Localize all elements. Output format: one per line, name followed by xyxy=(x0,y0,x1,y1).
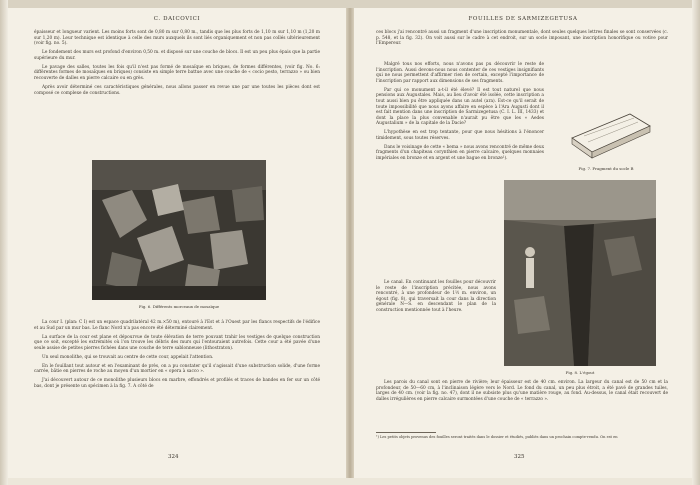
figure-7-caption: Fig. 7. Fragment du socle B xyxy=(578,166,634,171)
socle-drawing-image xyxy=(554,104,658,164)
right-text-bottom xyxy=(376,380,668,406)
left-text-top xyxy=(34,30,320,100)
paragraph: En le fouillant tout autour et en l'examinant de près, on a pu constater qu'il s'agissait d'une substruction solide, d'une forme carrée, bâtie en pierres de roche au moyen d'un mortier en « opera à sacco ». xyxy=(34,363,320,375)
mosaic-photo xyxy=(92,160,266,300)
right-text-narrow xyxy=(376,62,544,165)
socle-fragment-drawing xyxy=(554,104,658,164)
paragraph: épaisseur et longueur varient. Les moins forts sont de 0,80 m sur 0,80 m., tandis que les plus forts de 1,10 m sur 1,10 m (1,20 m sur 1,20 m). Leur technique est identique à celle des murs auxquels ils sont liés organiquement et non pas collés ultérieurement (voir fig. no. 5). xyxy=(34,30,320,47)
paragraph: Le canal. En continuant les fouilles pour découvrir le reste de l'inscription précitée, nous avons rencontré, à une profondeur de 1½ m. environ, un égout (fig. 8), qui traversait la cour dans la direction générale N—S. en descendant le plan de la construction mentionnée tout à l'heure. xyxy=(376,280,496,313)
paragraph: J'ai découvert autour de ce monolithe plusieurs blocs en marbre, effondrés et profilés et traces de bandes en fer sur un côté bas, dont je présente un spécimen à la fig. 7. A côté de xyxy=(34,378,320,389)
figure-8-caption: Fig. 8. L'égout xyxy=(565,370,595,375)
left-page-number: 324 xyxy=(168,454,179,460)
paragraph: Le pavage des salles, toutes les fois qu'il n'est pas formé de mosaïque en briques, de formes différentes, (voir fig. No. 6: différentes formes de mosaïques en briques) consiste en simple terre battue avec une couche de « cocio pesto, terrazzo » ou bien recouverte de dalles en pierre calcaire ou en grès. xyxy=(34,64,320,81)
left-text-bottom xyxy=(34,320,320,393)
scan-top-edge xyxy=(0,0,700,8)
paragraph: Dans le voisinage de cette « bema » nous avons rencontré de même deux fragments d'un chapiteau corynthien en pierre calcaire, quelques monnaies impériales en bronze et en argent et une bague en bronze¹). xyxy=(376,144,545,162)
footnote: ¹) Les petits objets provenus des fouilles seront traités dans le dossier et étudiés, publiés dans un prochain compte-rendu. On est en xyxy=(376,435,618,439)
paragraph: Par qui ce monument a-t-il été élevé? Il est tout naturel que nous pensions aux Augustales. Mais, au lieu d'avoir été isolée, cette inscription a tout aussi bien pu être appliquée dans un autel (ara). Est-ce qu'il serait de toute impossibilité que nous ayons affaire en espèce à l'Ara Augusti dont il est fait mention dans une inscription de Sarmizegetusa (C. I. L. III, 1433) et dont la place la plus convenable n'aurait pu être que les « Aedes Augustalium » de la capitale de la Dacie? xyxy=(376,87,544,127)
paragraph: La cour I. (plan: C I) est un espace quadrilatéral 42 m.×50 m), entouré à l'Est et à l'Ouest par les flancs respectifs de l'édifice et au Sud par un mur bas. Le flanc Nord n'a pas encore été déterminé clairement. xyxy=(34,320,320,331)
footnote-rule xyxy=(376,432,436,433)
paragraph: La surface de la cour est plane et dépourvue de toute élévation de terre pouvant trahir les vestiges de quelque construction que ce soit, excepté les extrémités où l'on trouve les débris des murs qui l'entouraient autrefois. Cette cour a été pavée d'une seule assise de petites pierres fichées dans une couche de terre sablonneuse (lithostraton). xyxy=(34,334,320,351)
right-page-number: 325 xyxy=(514,454,525,460)
scan-left-edge xyxy=(0,0,8,485)
right-text-full-top xyxy=(376,30,668,50)
right-running-head: FOUILLES DE SARMIZEGETUSA xyxy=(468,16,578,22)
scan-right-edge xyxy=(692,0,700,485)
paragraph: L'hypothèse en est trop tentante, pour que nous hésitions à l'énoncer timidement, sous toutes réserves. xyxy=(376,130,544,141)
book-gutter xyxy=(346,8,354,478)
paragraph: Un seul monolithe, qui se trouvait au centre de cette cour, appelait l'attention. xyxy=(42,354,214,360)
sewer-photo xyxy=(504,180,656,366)
paragraph: Malgré tous nos efforts, nous n'avons pas pu découvrir le reste de l'inscription. Aussi devons-nous nous contenter de ces vestiges insignifiants qui ne nous permettent d'affirmer rien de certain, excepté l'importance de l'inscription par rapport aux dimensions de ses fragments. xyxy=(376,62,544,84)
left-running-head: C. DAICOVICI xyxy=(153,16,201,22)
left-page xyxy=(8,8,346,478)
paragraph: Après avoir déterminé ces caractéristiques générales, nous allons passer en revue une par une toutes les pièces dont est composé ce complexe de constructions. xyxy=(34,84,320,96)
right-text-column-bottom xyxy=(376,280,496,317)
sewer-photo-image xyxy=(504,180,656,366)
paragraph: Les parois du canal sont en pierre de rivière; leur épaisseur est de 40 cm. environ. La largeur du canal est de 50 cm et la profondeur, de 50—60 cm, à l'inclinaison légère vers le Nord. Le fond du canal, un peu plus étroit, a été pavé de grandes tuiles, larges de 40 cm. (voir la fig. no. 47), dont il ne subsiste plus qu'une matière rouge, au fond. Au-dessus, le canal était recouvert de dalles irrégulières en pierre calcaire surmontées d'une couche de « terrazzo ». xyxy=(376,380,668,402)
paragraph: Le fondement des murs est profond d'environ 0,50 m. et disposé sur une couche de blocs. Il est un peu plus épais que la partie supérieure du mur. xyxy=(34,50,320,61)
mosaic-photo-image xyxy=(92,160,266,300)
paragraph: ces blocs j'ai rencontré aussi un fragment d'une inscription monumentale, dont seules quelques lettres finales se sont conservées (c. p. 548, et la fig. 32). On voit aussi sur le cadre à cet endroit, sur un socle imposant, une inscription honorifique ou votive pour l'Empereur. xyxy=(376,30,668,47)
right-page xyxy=(354,8,692,478)
figure-6-caption: Fig. 6. Différents morceaux de mosaïque xyxy=(138,304,220,309)
